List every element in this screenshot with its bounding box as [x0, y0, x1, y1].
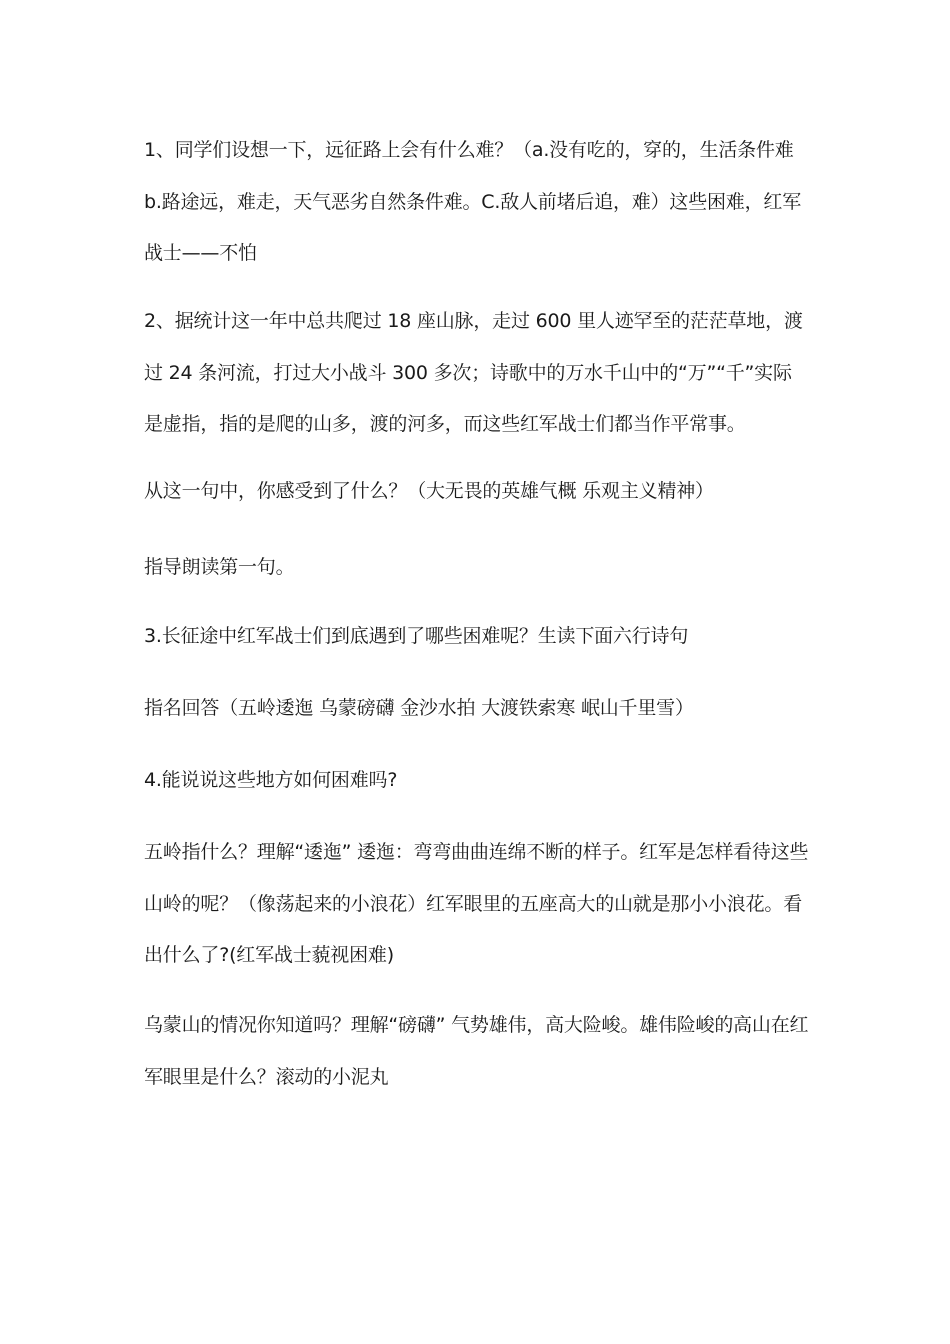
- paragraph-question-3: 3.长征途中红军战士们到底遇到了哪些困难呢？生读下面六行诗句: [144, 625, 689, 647]
- paragraph-question-4: 4.能说说这些地方如何困难吗?: [144, 769, 398, 791]
- paragraph-question-2: 2、据统计这一年中总共爬过 18 座山脉，走过 600 里人迹罕至的茫茫草地，渡过 24 条河流，打过大小战斗 300 多次；诗歌中的万水千山中的“万”“千”实际是虚指，指的是爬的山多，渡的河多，而这些红军战士们都当作平常事。: [144, 310, 803, 435]
- paragraph-reading-guide: 指导朗读第一句。: [144, 556, 295, 578]
- paragraph-wuling: 五岭指什么？理解“逶迤” 逶迤：弯弯曲曲连绵不断的样子。红军是怎样看待这些山岭的呢？（像荡起来的小浪花）红军眼里的五座高大的山就是那小小浪花。看出什么了?(红军战士藐视困难): [144, 841, 809, 966]
- paragraph-feeling: 从这一句中，你感受到了什么？（大无畏的英雄气概 乐观主义精神）: [144, 480, 714, 502]
- paragraph-wumeng: 乌蒙山的情况你知道吗？理解“磅礴” 气势雄伟，高大险峻。雄伟险峻的高山在红军眼里是什么？滚动的小泥丸: [144, 1014, 809, 1088]
- paragraph-answer: 指名回答（五岭逶迤 乌蒙磅礴 金沙水拍 大渡铁索寒 岷山千里雪）: [144, 697, 694, 719]
- paragraph-question-1: 1、同学们设想一下，远征路上会有什么难？（a.没有吃的，穿的，生活条件难 b.路途远，难走，天气恶劣自然条件难。C.敌人前堵后追，难）这些困难，红军战士——不怕: [144, 139, 802, 264]
